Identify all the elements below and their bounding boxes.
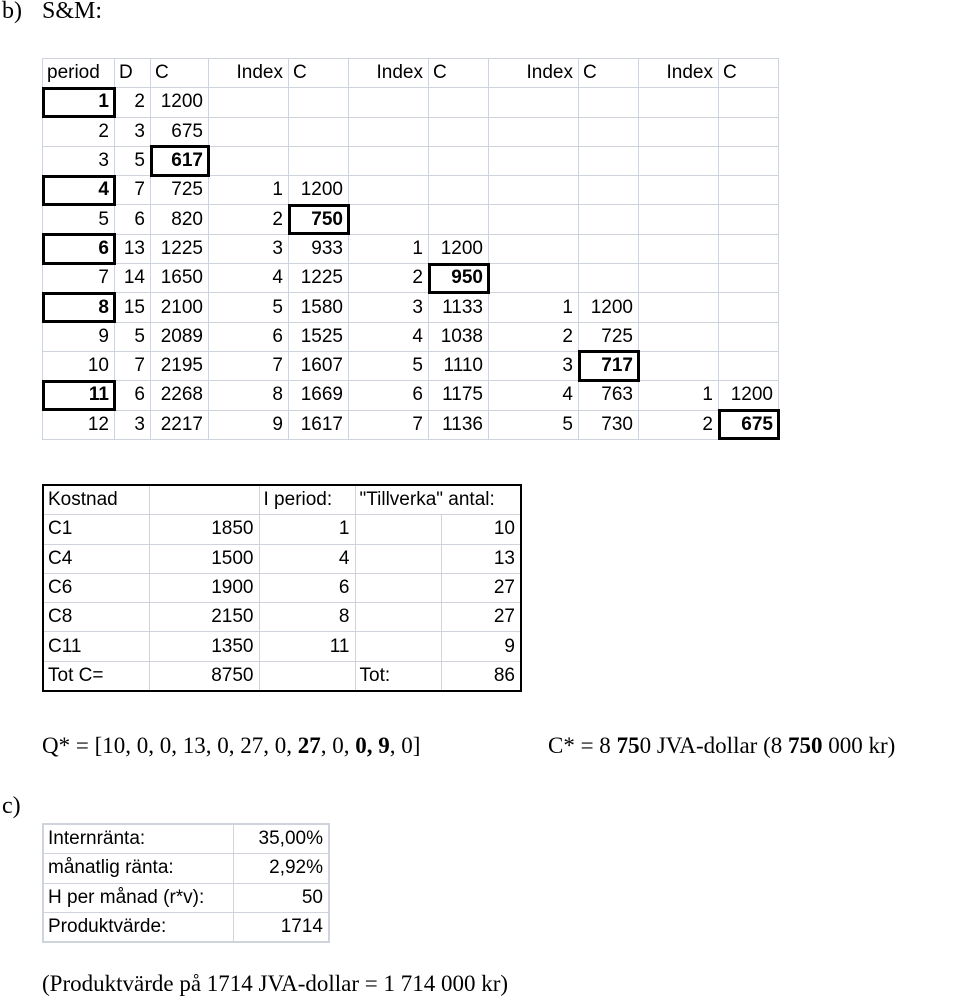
sm-cell	[349, 176, 429, 205]
section-b-label: b)	[2, 0, 22, 24]
sm-table-row	[43, 322, 779, 351]
sm-cell: 5	[43, 205, 115, 234]
sm-cell	[639, 351, 719, 380]
total-empty	[259, 661, 355, 691]
q-bold-1: 27	[297, 733, 321, 758]
footnote: (Produktvärde på 1714 JVA-dollar = 1 714 000 kr)	[42, 971, 509, 996]
sm-cell: 7	[349, 410, 429, 439]
sm-cell	[429, 146, 489, 175]
cost-cell: C8	[43, 603, 149, 632]
sm-cell	[639, 234, 719, 263]
sm-cell: 1175	[429, 381, 489, 410]
cost-cell: C6	[43, 573, 149, 602]
sm-cell: 7	[43, 264, 115, 293]
sm-cell: 1580	[289, 293, 349, 322]
sm-cell: 2	[115, 88, 151, 117]
sm-cell	[349, 205, 429, 234]
sm-cell	[719, 88, 779, 117]
sm-cell: 4	[43, 176, 115, 205]
sm-cell	[639, 264, 719, 293]
sm-cell	[209, 88, 289, 117]
sm-cell	[579, 146, 639, 175]
sm-cell	[489, 117, 579, 146]
sm-cell: 6	[349, 381, 429, 410]
sm-cell: 15	[115, 293, 151, 322]
sm-cell	[719, 322, 779, 351]
sm-cell: 617	[151, 146, 209, 175]
c-bold-2: 750	[787, 733, 823, 758]
sm-cell	[489, 176, 579, 205]
sm-table-row	[43, 117, 779, 146]
sm-cell: 1110	[429, 351, 489, 380]
sm-header-10: C	[719, 59, 779, 88]
c-table	[42, 823, 330, 943]
c-value: 50	[233, 883, 329, 912]
sm-cell	[579, 117, 639, 146]
sm-table-row	[43, 381, 779, 410]
cost-cell	[355, 515, 441, 544]
sm-header-6: C	[429, 59, 489, 88]
sm-cell	[429, 205, 489, 234]
sm-cell: 1669	[289, 381, 349, 410]
header-i-period: I period:	[259, 485, 355, 515]
sm-cell: 3	[489, 351, 579, 380]
sm-cell: 2	[639, 410, 719, 439]
sm-cell: 2100	[151, 293, 209, 322]
sm-cell	[639, 176, 719, 205]
sm-cell: 1	[489, 293, 579, 322]
sm-cell	[639, 293, 719, 322]
sm-cell: 1200	[151, 88, 209, 117]
c-table-row	[43, 883, 329, 912]
c-mid: 0 JVA-dollar (8	[639, 733, 788, 758]
sm-cell: 2	[43, 117, 115, 146]
cost-cell: 1500	[149, 544, 259, 573]
sm-cell: 8	[209, 381, 289, 410]
sm-cell	[489, 264, 579, 293]
sm-cell	[639, 322, 719, 351]
q-bold-2: 0, 9	[355, 733, 390, 758]
sm-table-row	[43, 351, 779, 380]
sm-cell: 5	[209, 293, 289, 322]
sm-cell	[489, 205, 579, 234]
sm-cell: 5	[115, 322, 151, 351]
sm-cell	[489, 146, 579, 175]
sm-cell	[579, 176, 639, 205]
sm-cell: 1607	[289, 351, 349, 380]
sm-cell: 4	[209, 264, 289, 293]
sm-cell	[579, 205, 639, 234]
sm-cell: 14	[115, 264, 151, 293]
c-table-row	[43, 824, 329, 854]
section-c-label: c)	[2, 793, 21, 819]
sm-cell	[209, 146, 289, 175]
sm-cell: 1	[639, 381, 719, 410]
c-suffix: 000 kr)	[822, 733, 896, 758]
sm-cell	[719, 293, 779, 322]
sm-cell: 2	[489, 322, 579, 351]
cost-table-row	[43, 573, 521, 602]
cost-cell: 2150	[149, 603, 259, 632]
cost-cell: 8	[259, 603, 355, 632]
sm-cell: 7	[115, 176, 151, 205]
c-label: H per månad (r*v):	[43, 883, 233, 912]
cost-table-row	[43, 603, 521, 632]
sm-cell: 2	[209, 205, 289, 234]
sm-cell	[579, 88, 639, 117]
sm-cell	[639, 117, 719, 146]
sm-cell: 1136	[429, 410, 489, 439]
sm-cell	[719, 205, 779, 234]
sm-cell: 1225	[289, 264, 349, 293]
sm-cell: 730	[579, 410, 639, 439]
sm-cell: 2	[349, 264, 429, 293]
sm-header-8: C	[579, 59, 639, 88]
cost-cell: 1850	[149, 515, 259, 544]
q-suffix: , 0]	[389, 733, 421, 758]
cost-table	[42, 484, 522, 692]
sm-cell: 1200	[429, 234, 489, 263]
sm-cell	[719, 176, 779, 205]
c-label: Produktvärde:	[43, 912, 233, 942]
sm-cell	[639, 205, 719, 234]
sm-table-row	[43, 205, 779, 234]
sm-cell: 9	[209, 410, 289, 439]
c-table-row	[43, 912, 329, 942]
sm-table-row	[43, 146, 779, 175]
sm-cell	[289, 117, 349, 146]
cost-table-row	[43, 544, 521, 573]
sm-cell: 763	[579, 381, 639, 410]
sm-cell	[719, 234, 779, 263]
sm-header-3: Index	[209, 59, 289, 88]
sm-cell: 1225	[151, 234, 209, 263]
cost-table-total-row	[43, 661, 521, 691]
sm-cell: 725	[579, 322, 639, 351]
cost-cell: 9	[441, 632, 521, 661]
cost-cell: 27	[441, 603, 521, 632]
sm-cell	[289, 88, 349, 117]
cost-cell: 1900	[149, 573, 259, 602]
sm-cell: 4	[489, 381, 579, 410]
c-prefix: C* = 8	[548, 733, 617, 758]
sm-cell	[719, 351, 779, 380]
sm-cell	[719, 264, 779, 293]
sm-cell: 5	[489, 410, 579, 439]
cost-cell: 6	[259, 573, 355, 602]
sm-cell: 1038	[429, 322, 489, 351]
sm-cell: 1650	[151, 264, 209, 293]
c-star-line	[548, 733, 895, 759]
sm-cell: 6	[43, 234, 115, 263]
c-table-container	[42, 823, 330, 943]
q-mid: , 0,	[320, 733, 356, 758]
cost-cell	[355, 632, 441, 661]
sm-cell: 2217	[151, 410, 209, 439]
c-bold-1: 75	[616, 733, 640, 758]
sm-cell: 7	[209, 351, 289, 380]
sm-cell	[489, 234, 579, 263]
sm-header-7: Index	[489, 59, 579, 88]
c-table-row	[43, 854, 329, 883]
sm-cell: 2268	[151, 381, 209, 410]
sm-cell	[719, 146, 779, 175]
sm-cell: 5	[115, 146, 151, 175]
sm-cell	[349, 117, 429, 146]
tot-value: 86	[441, 661, 521, 691]
cost-cell: C11	[43, 632, 149, 661]
cost-table-row	[43, 515, 521, 544]
sm-cell: 2089	[151, 322, 209, 351]
sm-table-row	[43, 264, 779, 293]
sm-header-4: C	[289, 59, 349, 88]
sm-table-row	[43, 88, 779, 117]
sm-header-1: D	[115, 59, 151, 88]
sm-cell: 725	[151, 176, 209, 205]
sm-table	[42, 58, 779, 440]
sm-cell: 717	[579, 351, 639, 380]
sm-header-2: C	[151, 59, 209, 88]
sm-cell: 3	[209, 234, 289, 263]
section-b-title: S&M:	[42, 0, 103, 24]
sm-cell: 12	[43, 410, 115, 439]
sm-cell: 8	[43, 293, 115, 322]
sm-cell	[719, 117, 779, 146]
sm-cell: 820	[151, 205, 209, 234]
sm-table-row	[43, 234, 779, 263]
sm-cell: 675	[151, 117, 209, 146]
cost-cell: 10	[441, 515, 521, 544]
cost-table-container	[42, 484, 522, 692]
q-prefix: Q* = [10, 0, 0, 13, 0, 27, 0,	[42, 733, 298, 758]
sm-cell	[289, 146, 349, 175]
c-value: 1714	[233, 912, 329, 942]
cost-table-row	[43, 632, 521, 661]
cost-cell	[355, 573, 441, 602]
sm-header-5: Index	[349, 59, 429, 88]
sm-header-0: period	[43, 59, 115, 88]
sm-cell: 1133	[429, 293, 489, 322]
sm-table-container	[42, 58, 779, 440]
sm-cell: 10	[43, 351, 115, 380]
sm-cell: 6	[115, 205, 151, 234]
cost-cell: 27	[441, 573, 521, 602]
cost-cell: 1	[259, 515, 355, 544]
cost-cell	[355, 603, 441, 632]
tot-label: Tot:	[355, 661, 441, 691]
sm-cell: 1200	[719, 381, 779, 410]
sm-cell: 9	[43, 322, 115, 351]
sm-cell: 4	[349, 322, 429, 351]
sm-cell: 1	[43, 88, 115, 117]
header-empty	[149, 485, 259, 515]
cost-cell: C4	[43, 544, 149, 573]
total-value: 8750	[149, 661, 259, 691]
cost-cell: 13	[441, 544, 521, 573]
sm-cell	[349, 146, 429, 175]
c-value: 2,92%	[233, 854, 329, 883]
sm-cell: 3	[43, 146, 115, 175]
sm-cell: 933	[289, 234, 349, 263]
sm-cell: 1525	[289, 322, 349, 351]
sm-cell	[639, 146, 719, 175]
cost-cell: 4	[259, 544, 355, 573]
sm-cell	[429, 117, 489, 146]
c-value: 35,00%	[233, 824, 329, 854]
sm-cell	[489, 88, 579, 117]
sm-cell: 11	[43, 381, 115, 410]
cost-table-header-row	[43, 485, 521, 515]
total-label: Tot C=	[43, 661, 149, 691]
c-label: Internränta:	[43, 824, 233, 854]
cost-cell: 11	[259, 632, 355, 661]
header-tillverka-antal: "Tillverka" antal:	[355, 485, 521, 515]
sm-cell	[579, 234, 639, 263]
sm-cell: 2195	[151, 351, 209, 380]
sm-cell: 950	[429, 264, 489, 293]
sm-table-row	[43, 176, 779, 205]
sm-cell: 6	[115, 381, 151, 410]
sm-cell: 1200	[579, 293, 639, 322]
sm-cell: 3	[115, 410, 151, 439]
sm-cell	[349, 88, 429, 117]
header-kostnad: Kostnad	[43, 485, 149, 515]
sm-header-9: Index	[639, 59, 719, 88]
sm-cell: 675	[719, 410, 779, 439]
sm-cell: 7	[115, 351, 151, 380]
cost-cell: 1350	[149, 632, 259, 661]
sm-cell: 1	[349, 234, 429, 263]
sm-cell	[579, 264, 639, 293]
sm-cell: 6	[209, 322, 289, 351]
c-label: månatlig ränta:	[43, 854, 233, 883]
sm-cell	[639, 88, 719, 117]
cost-cell	[355, 544, 441, 573]
sm-cell	[429, 176, 489, 205]
sm-cell: 3	[349, 293, 429, 322]
sm-cell	[209, 117, 289, 146]
sm-cell: 1617	[289, 410, 349, 439]
sm-cell	[429, 88, 489, 117]
sm-cell: 13	[115, 234, 151, 263]
sm-cell: 5	[349, 351, 429, 380]
q-star-line	[42, 733, 420, 759]
sm-cell: 750	[289, 205, 349, 234]
sm-cell: 1	[209, 176, 289, 205]
sm-table-row	[43, 293, 779, 322]
cost-cell: C1	[43, 515, 149, 544]
sm-cell: 3	[115, 117, 151, 146]
sm-table-row	[43, 410, 779, 439]
sm-cell: 1200	[289, 176, 349, 205]
